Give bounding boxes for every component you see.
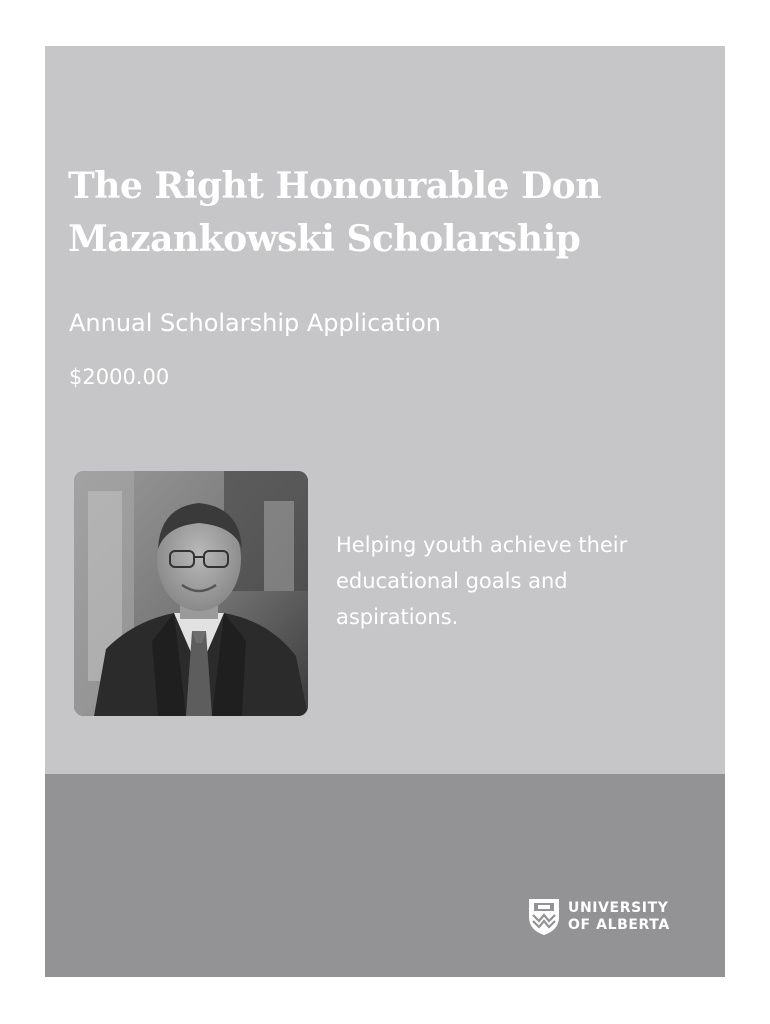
portrait-photo	[74, 471, 308, 716]
scholarship-title: The Right Honourable Don Mazankowski Scholarship	[68, 165, 601, 260]
university-name	[568, 900, 670, 934]
scholarship-amount: $2000.00	[69, 365, 170, 389]
portrait-illustration	[74, 471, 308, 716]
footer-band	[45, 774, 725, 977]
shield-crest-icon	[527, 897, 561, 937]
cover-page	[45, 46, 725, 977]
university-logo	[527, 897, 670, 937]
application-subtitle: Annual Scholarship Application	[69, 309, 441, 337]
university-name-line1: UNIVERSITY	[568, 900, 669, 916]
university-name-line2: OF ALBERTA	[568, 917, 670, 933]
tagline: Helping youth achieve their educational goals and aspirations.	[336, 533, 628, 629]
